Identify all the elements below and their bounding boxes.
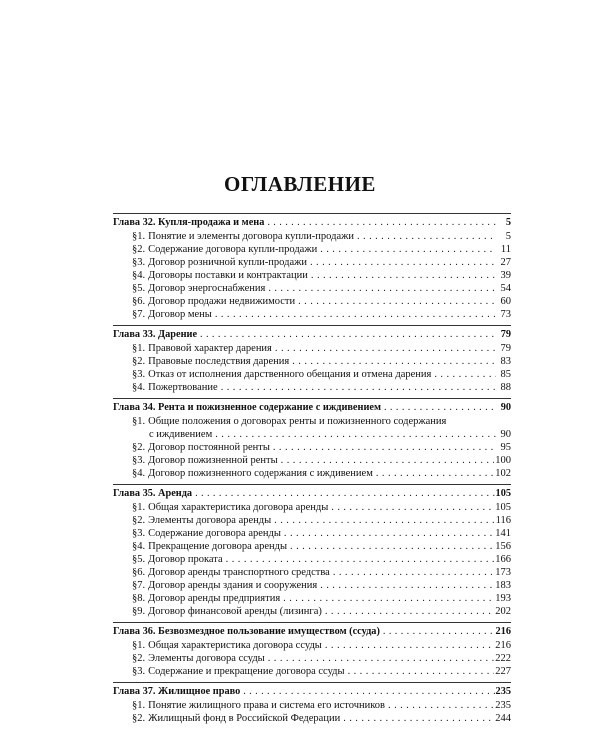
section-page-number: 116 xyxy=(495,515,511,526)
dot-leader xyxy=(275,342,496,355)
section-entry[interactable] xyxy=(113,553,511,566)
dot-leader xyxy=(325,639,494,652)
dot-leader xyxy=(383,625,495,638)
section-number: §3. xyxy=(132,369,146,380)
section-entry[interactable] xyxy=(113,230,511,243)
section-title: Понятие и элементы договора купли-продажи xyxy=(148,231,354,242)
section-page-number: 156 xyxy=(495,541,511,552)
section-title: Элементы договора ссуды xyxy=(148,653,265,664)
section-number: §4. xyxy=(132,468,146,479)
section-number: §4. xyxy=(132,541,146,552)
section-entry[interactable] xyxy=(113,256,511,269)
chapter-block xyxy=(113,398,511,480)
section-number: §1. xyxy=(132,640,146,651)
section-entry[interactable] xyxy=(113,514,511,527)
dot-leader xyxy=(320,579,494,592)
chapter-block xyxy=(113,325,511,394)
dot-leader xyxy=(357,230,496,243)
section-title: Общая характеристика договора ссуды xyxy=(148,640,322,651)
section-page-number: 95 xyxy=(500,442,511,453)
section-number: §2. xyxy=(132,515,146,526)
section-title: Пожертвование xyxy=(148,382,218,393)
section-entry[interactable] xyxy=(113,527,511,540)
section-title: Правовые последствия дарения xyxy=(148,356,290,367)
chapter-block xyxy=(113,484,511,618)
section-page-number: 183 xyxy=(495,580,511,591)
chapter-entry[interactable] xyxy=(113,328,511,341)
section-page-number: 102 xyxy=(495,468,511,479)
section-page-number: 141 xyxy=(495,528,511,539)
section-title: Договор постоянной ренты xyxy=(148,442,270,453)
chapter-title: Глава 35. Аренда xyxy=(113,488,193,499)
dot-leader xyxy=(267,216,496,229)
section-number: §7. xyxy=(132,309,146,320)
dot-leader xyxy=(310,256,496,269)
section-title: Общие положения о договорах ренты и пожизненного содержания xyxy=(148,416,447,427)
section-entry[interactable] xyxy=(113,579,511,592)
section-title: Прекращение договора аренды xyxy=(148,541,288,552)
section-title: Договор розничной купли-продажи xyxy=(148,257,307,268)
chapter-block xyxy=(113,213,511,321)
dot-leader xyxy=(384,401,496,414)
dot-leader xyxy=(215,308,496,321)
section-entry[interactable] xyxy=(113,592,511,605)
chapter-block xyxy=(113,682,511,725)
dot-leader xyxy=(434,368,496,381)
section-number: §4. xyxy=(132,382,146,393)
section-page-number: 88 xyxy=(500,382,511,393)
section-entry[interactable] xyxy=(113,342,511,355)
section-title: Отказ от исполнения дарственного обещания и отмена дарения xyxy=(148,369,432,380)
section-entry[interactable] xyxy=(113,566,511,579)
section-title: Договор финансовой аренды (лизинга) xyxy=(148,606,322,617)
section-page-number: 83 xyxy=(500,356,511,367)
dot-leader xyxy=(221,381,496,394)
dot-leader xyxy=(388,699,494,712)
section-number: §2. xyxy=(132,442,146,453)
dot-leader xyxy=(281,454,495,467)
dot-leader xyxy=(226,553,495,566)
section-number: §4. xyxy=(132,270,146,281)
section-number: §6. xyxy=(132,567,146,578)
section-number: §1. xyxy=(132,502,146,513)
section-number: §6. xyxy=(132,296,146,307)
page-title: ОГЛАВЛЕНИЕ xyxy=(224,172,376,196)
dot-leader xyxy=(325,605,494,618)
chapter-title: Глава 36. Безвозмездное пользование имуществом (ссуда) xyxy=(113,626,380,637)
section-title: Договор аренды транспортного средства xyxy=(148,567,330,578)
section-page-number: 11 xyxy=(500,244,511,255)
section-page-number: 85 xyxy=(500,369,511,380)
section-entry[interactable] xyxy=(113,712,511,725)
section-page-number: 27 xyxy=(500,257,511,268)
section-title: Общая характеристика договора аренды xyxy=(148,502,329,513)
chapter-entry[interactable] xyxy=(113,487,511,500)
section-entry[interactable] xyxy=(113,269,511,282)
dot-leader xyxy=(311,269,496,282)
chapter-title: Глава 34. Рента и пожизненное содержание с иждивением xyxy=(113,402,381,413)
section-page-number: 54 xyxy=(500,283,511,294)
dot-leader xyxy=(215,428,496,441)
section-entry[interactable] xyxy=(113,639,511,652)
section-page-number: 73 xyxy=(500,309,511,320)
section-title: Договор аренды здания и сооружения xyxy=(148,580,318,591)
section-number: §9. xyxy=(132,606,146,617)
section-page-number: 79 xyxy=(500,343,511,354)
section-title: Договор продажи недвижимости xyxy=(148,296,296,307)
chapter-page-number: 79 xyxy=(500,329,511,340)
chapter-entry[interactable] xyxy=(113,685,511,698)
section-number: §3. xyxy=(132,528,146,539)
section-title: Договор пожизненной ренты xyxy=(148,455,278,466)
dot-leader xyxy=(343,712,494,725)
section-entry[interactable] xyxy=(113,501,511,514)
section-title: Договор аренды предприятия xyxy=(148,593,281,604)
chapter-title: Глава 32. Купля-продажа и мена xyxy=(113,217,265,228)
section-entry[interactable] xyxy=(113,282,511,295)
section-entry[interactable] xyxy=(113,355,511,368)
section-number: §1. xyxy=(132,343,146,354)
section-number: §3. xyxy=(132,455,146,466)
section-number: §3. xyxy=(132,666,146,677)
section-title-continued: с иждивением xyxy=(149,429,213,440)
dot-leader xyxy=(348,665,495,678)
section-number: §2. xyxy=(132,244,146,255)
section-title: Договор пожизненного содержания с иждивением xyxy=(148,468,373,479)
chapter-title: Глава 37. Жилищное право xyxy=(113,686,241,697)
chapter-entry[interactable] xyxy=(113,216,511,229)
section-title: Договор мены xyxy=(148,309,212,320)
dot-leader xyxy=(298,295,496,308)
section-number: §1. xyxy=(132,416,146,427)
section-page-number: 5 xyxy=(505,231,511,242)
section-entry[interactable] xyxy=(113,454,511,467)
chapter-page-number: 216 xyxy=(495,626,511,637)
section-number: §2. xyxy=(132,356,146,367)
section-entry[interactable] xyxy=(113,665,511,678)
section-entry[interactable] xyxy=(113,368,511,381)
section-title: Договор энергоснабжения xyxy=(148,283,266,294)
section-number: §2. xyxy=(132,653,146,664)
table-of-contents xyxy=(113,213,511,729)
chapter-entry[interactable] xyxy=(113,401,511,414)
section-page-number: 90 xyxy=(500,429,511,440)
section-entry[interactable] xyxy=(113,699,511,712)
section-title: Договор проката xyxy=(148,554,223,565)
dot-leader xyxy=(273,441,496,454)
section-number: §2. xyxy=(132,713,146,724)
chapter-page-number: 235 xyxy=(495,686,511,697)
section-title: Договоры поставки и контрактации xyxy=(148,270,308,281)
section-entry[interactable] xyxy=(113,605,511,618)
section-page-number: 202 xyxy=(495,606,511,617)
section-title: Содержание договора аренды xyxy=(148,528,281,539)
section-number: §1. xyxy=(132,231,146,242)
section-entry[interactable] xyxy=(113,308,511,321)
section-entry[interactable] xyxy=(113,467,511,480)
dot-leader xyxy=(331,501,494,514)
section-page-number: 193 xyxy=(495,593,511,604)
section-title: Жилищный фонд в Российской Федерации xyxy=(148,713,341,724)
section-title: Понятие жилищного права и система его источников xyxy=(148,700,386,711)
section-number: §5. xyxy=(132,554,146,565)
chapter-page-number: 90 xyxy=(500,402,511,413)
section-entry-continued[interactable] xyxy=(113,428,511,441)
dot-leader xyxy=(320,243,496,256)
section-number: §8. xyxy=(132,593,146,604)
section-page-number: 39 xyxy=(500,270,511,281)
section-title: Элементы договора аренды xyxy=(148,515,272,526)
section-entry[interactable] xyxy=(113,540,511,553)
section-page-number: 105 xyxy=(495,502,511,513)
chapter-entry[interactable] xyxy=(113,625,511,638)
section-title: Содержание и прекращение договора ссуды xyxy=(148,666,345,677)
dot-leader xyxy=(284,527,494,540)
dot-leader xyxy=(283,592,494,605)
section-page-number: 222 xyxy=(495,653,511,664)
section-page-number: 244 xyxy=(495,713,511,724)
chapter-block xyxy=(113,622,511,678)
chapter-title: Глава 33. Дарение xyxy=(113,329,198,340)
dot-leader xyxy=(200,328,496,341)
section-page-number: 173 xyxy=(495,567,511,578)
dot-leader xyxy=(274,514,494,527)
section-entry[interactable] xyxy=(113,415,511,428)
section-page-number: 166 xyxy=(495,554,511,565)
chapter-page-number: 105 xyxy=(495,488,511,499)
section-page-number: 227 xyxy=(495,666,511,677)
section-entry[interactable] xyxy=(113,243,511,256)
section-number: §3. xyxy=(132,257,146,268)
section-number: §5. xyxy=(132,283,146,294)
dot-leader xyxy=(195,487,494,500)
dot-leader xyxy=(290,540,494,553)
dot-leader xyxy=(333,566,494,579)
dot-leader xyxy=(292,355,496,368)
dot-leader xyxy=(268,652,495,665)
section-entry[interactable] xyxy=(113,441,511,454)
section-number: §1. xyxy=(132,700,146,711)
section-title: Правовой характер дарения xyxy=(148,343,272,354)
section-page-number: 235 xyxy=(495,700,511,711)
dot-leader xyxy=(243,685,494,698)
section-page-number: 216 xyxy=(495,640,511,651)
dot-leader xyxy=(376,467,494,480)
section-page-number: 100 xyxy=(495,455,511,466)
dot-leader xyxy=(268,282,496,295)
section-entry[interactable] xyxy=(113,652,511,665)
section-entry[interactable] xyxy=(113,295,511,308)
section-number: §7. xyxy=(132,580,146,591)
chapter-page-number: 5 xyxy=(505,217,511,228)
section-page-number: 60 xyxy=(500,296,511,307)
section-title: Содержание договора купли-продажи xyxy=(148,244,318,255)
section-entry[interactable] xyxy=(113,381,511,394)
